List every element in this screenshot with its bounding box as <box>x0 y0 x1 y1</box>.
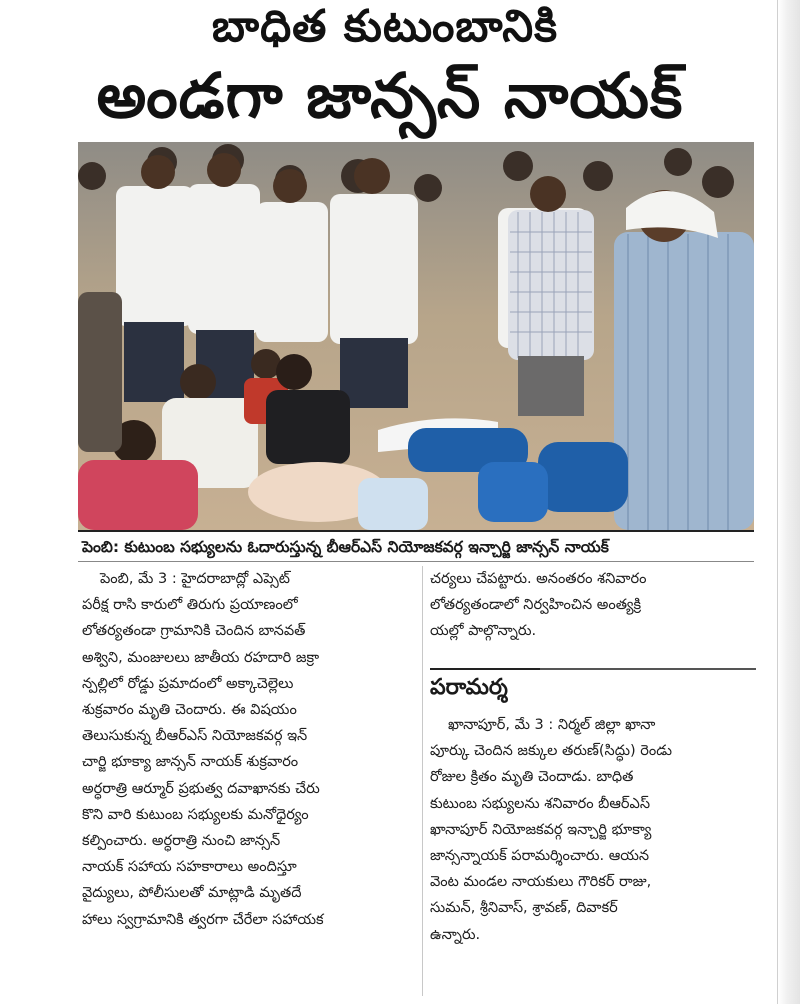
article-line: పరీక్ష రాసి కారులో తిరుగు ప్రయాణంలో <box>82 597 298 614</box>
article-line: నాయక్ సహాయ సహకారాలు అందిస్తూ <box>82 859 297 876</box>
article-line: అర్ధరాత్రి ఆర్మూర్ ప్రభుత్వ దవాఖానకు చేరు <box>82 780 320 797</box>
page-edge <box>777 0 800 1004</box>
subhead-divider <box>540 668 756 670</box>
article-line: రోజుల క్రితం మృతి చెందాడు. బాధిత <box>430 769 634 786</box>
article-line: ఉన్నారు. <box>430 926 481 943</box>
article-line: కుటుంబ సభ్యులను శనివారం బీఆర్ఎస్ <box>430 795 651 812</box>
article-line: పూర్కు చెందిన జక్కుల తరుణ్(సిద్ధు) రెండు <box>430 743 672 760</box>
article-line: అశ్విని, మంజులలు జాతీయ రహదారి జక్రా <box>82 649 320 666</box>
article-line: కొని వారి కుటుంబ సభ్యులకు మనోధైర్యం <box>82 806 309 823</box>
article-line: వైద్యులు, పోలీసులతో మాట్లాడి మృతదే <box>82 885 302 902</box>
main-headline: అండగా జాన్సన్ నాయక్ <box>96 59 684 132</box>
article-line: జాన్సన్నాయక్ పరామర్శించారు. ఆయన <box>430 848 650 865</box>
section-subhead: పరామర్శ <box>430 668 540 708</box>
article-line: తెలుసుకున్న బీఆర్ఎస్ నియోజకవర్గ ఇన్ <box>82 728 308 745</box>
news-photo <box>78 142 754 530</box>
article-line: లోతర్యతండాలో నిర్వహించిన అంత్యక్రి <box>430 597 642 614</box>
article-line: శుక్రవారం మృతి చెందారు. ఈ విషయం <box>82 702 297 719</box>
article-line: ఖానాపూర్, మే 3 : నిర్మల్ జిల్లా ఖానా <box>448 717 656 733</box>
article-column-right-bottom <box>430 712 756 948</box>
photo-image-icon <box>78 142 754 530</box>
article-line: చర్యలు చేపట్టారు. అనంతరం శనివారం <box>430 571 647 587</box>
article-line: పెంబి, మే 3 : హైదరాబాద్లో ఎప్సెట్ <box>100 571 290 587</box>
article-column-left <box>82 566 418 933</box>
article-line: చార్జి భూక్యా జాన్సన్ నాయక్ శుక్రవారం <box>82 754 299 771</box>
article-line: ఖానాపూర్ నియోజకవర్గ ఇన్చార్జి భూక్యా <box>430 821 652 838</box>
photo-caption: పెంబి: కుటుంబ సభ్యులను ఓదారుస్తున్న బీఆర్ఎస్ నియోజకవర్గ ఇన్చార్జి జాన్సన్ నాయక్ <box>78 530 754 562</box>
kicker-headline: బాధిత కుటుంబానికి <box>211 1 559 52</box>
article-line: లోతర్యతండా గ్రామానికి చెందిన బానవత్ <box>82 623 306 640</box>
article-line: యల్లో పాల్గొన్నారు. <box>430 623 537 640</box>
column-divider <box>422 566 423 996</box>
article-line: న్పల్లిలో రోడ్డు ప్రమాదంలో అక్కాచెల్లెలు <box>82 675 294 692</box>
article-line: సుమన్, శ్రీనివాస్, శ్రావణ్, దివాకర్ <box>430 900 618 917</box>
article-line: వెంట మండల నాయకులు గౌరికర్ రాజు, <box>430 874 652 891</box>
article-line: కల్పించారు. అర్ధరాత్రి నుంచి జాన్సన్ <box>82 833 281 850</box>
article-line: హాలు స్వగ్రామానికి త్వరగా చేరేలా సహాయక <box>82 911 324 928</box>
article-column-right-top <box>430 566 756 645</box>
